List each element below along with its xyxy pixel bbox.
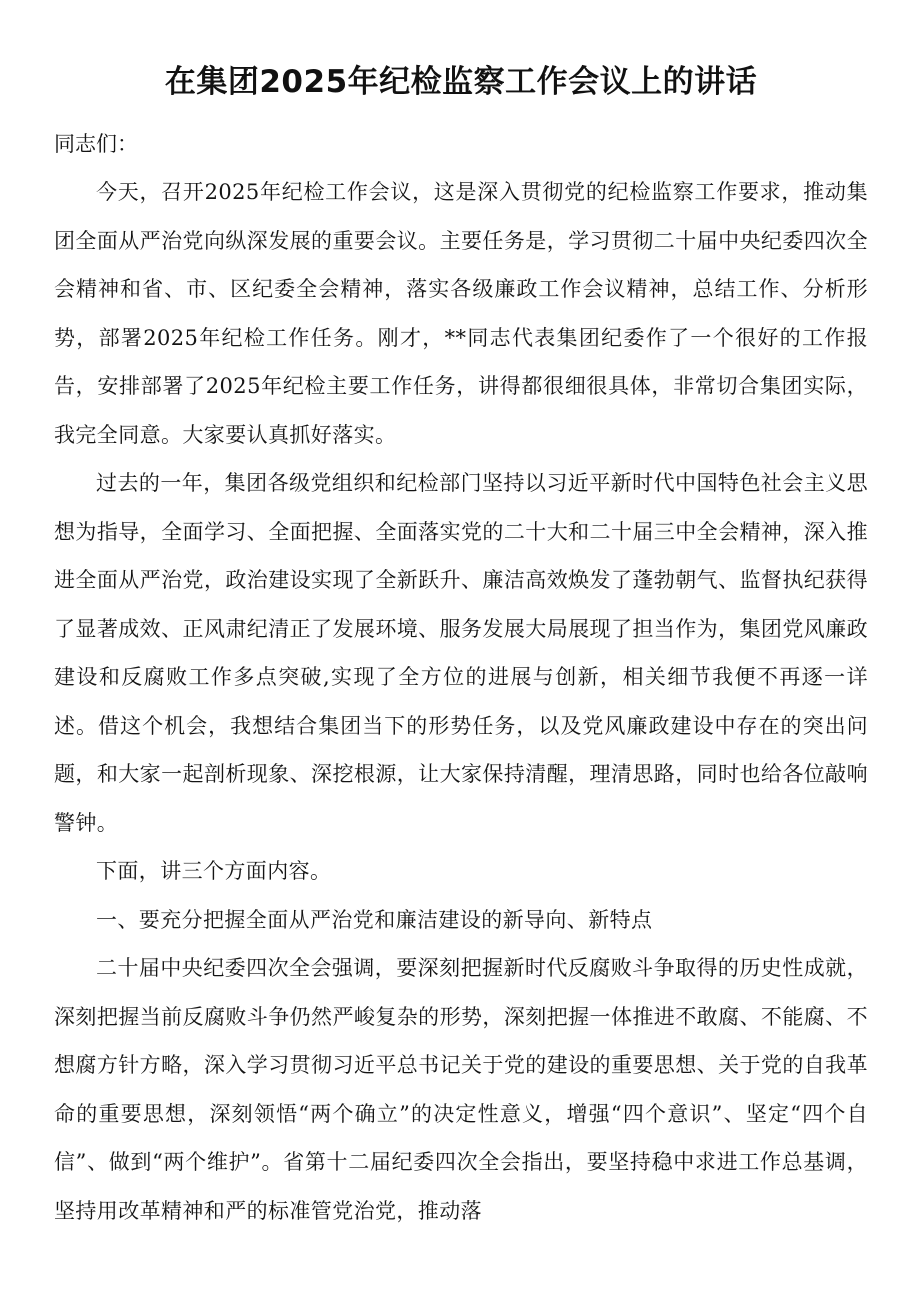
- section-heading-1: 一、要充分把握全面从严治党和廉洁建设的新导向、新特点: [96, 907, 653, 932]
- paragraph-section-1: 二十届中央纪委四次全会强调，要深刻把握新时代反腐败斗争取得的历史性成就，深刻把握当前反腐败斗争仍然严峻复杂的形势，深刻把握一体推进不敢腐、不能腐、不想腐方针方略，深入学习贯彻习近平总书记关于党的建设的重要思想、关于党的自我革命的重要思想，深刻领悟“两个确立”的决定性意义，增强“四个意识”、坚定“四个自信”、做到“两个维护”。省第十二届纪委四次全会指出，要坚持稳中求进工作总基调，坚持用改革精神和严的标准管党治党，推动落: [54, 956, 868, 1223]
- paragraph-opening: 今天，召开2025年纪检工作会议，这是深入贯彻党的纪检监察工作要求，推动集团全面从严治党向纵深发展的重要会议。主要任务是，学习贯彻二十届中央纪委四次全会精神和省、市、区纪委全会精神，落实各级廉政工作会议精神，总结工作、分析形势，部署2025年纪检工作任务。刚才，**同志代表集团纪委作了一个很好的工作报告，安排部署了2025年纪检主要工作任务，讲得都很细很具体，非常切合集团实际，我完全同意。大家要认真抓好落实。: [54, 180, 868, 447]
- salutation: 同志们：: [54, 132, 138, 156]
- paragraph-review: 过去的一年，集团各级党组织和纪检部门坚持以习近平新时代中国特色社会主义思想为指导，全面学习、全面把握、全面落实党的二十大和二十届三中全会精神，深入推进全面从严治党，政治建设实现了全新跃升、廉洁高效焕发了蓬勃朝气、监督执纪获得了显著成效、正风肃纪清正了发展环境、服务发展大局展现了担当作为，集团党风廉政建设和反腐败工作多点突破,实现了全方位的进展与创新，相关细节我便不再逐一详述。借这个机会，我想结合集团当下的形势任务，以及党风廉政建设中存在的突出问题，和大家一起剖析现象、深挖根源，让大家保持清醒，理清思路，同时也给各位敲响警钟。: [54, 471, 868, 835]
- paragraph-outline: 下面，讲三个方面内容。: [96, 859, 332, 883]
- document-title: 在集团2025年纪检监察工作会议上的讲话: [164, 64, 758, 100]
